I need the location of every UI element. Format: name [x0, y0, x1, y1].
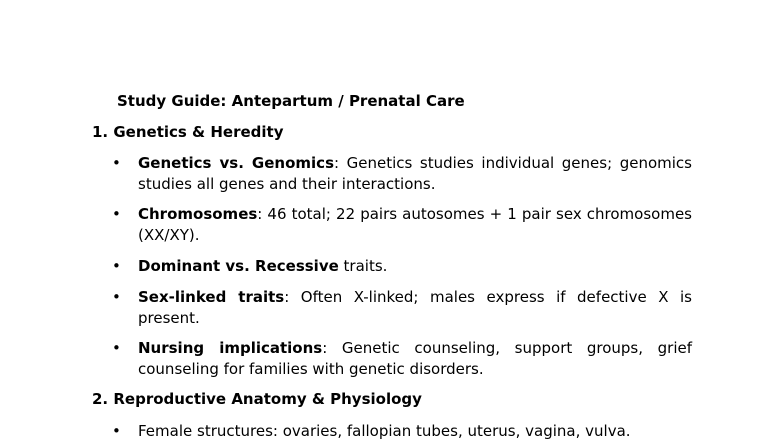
- bullet-icon: •: [112, 422, 121, 440]
- list-item-body: : 46 total; 22 pairs autosomes + 1 pair sex chromosomes (XX/XY).: [138, 205, 692, 244]
- bullet-icon: •: [112, 205, 121, 223]
- list-item-text: [138, 338, 692, 380]
- list-item: [112, 287, 692, 329]
- list-item-text: [138, 287, 692, 329]
- list-item-body: : Often X-linked; males express if defective X is present.: [138, 288, 692, 327]
- list-item-body: : Genetics studies individual genes; genomics studies all genes and their interactions.: [138, 154, 692, 193]
- section-heading-reproductive: 2. Reproductive Anatomy & Physiology: [92, 390, 422, 408]
- list-item-term: Genetics vs. Genomics: [138, 154, 334, 172]
- document-title: Study Guide: Antepartum / Prenatal Care: [117, 92, 465, 110]
- list-item-text: [138, 421, 692, 442]
- bullet-icon: •: [112, 257, 121, 275]
- list-item-text: [138, 153, 692, 195]
- section-heading-genetics: 1. Genetics & Heredity: [92, 123, 284, 141]
- list-item-body: Female structures: ovaries, fallopian tubes, uterus, vagina, vulva.: [138, 422, 631, 440]
- list-item: [112, 421, 692, 442]
- list-item: [112, 256, 692, 277]
- bullet-icon: •: [112, 288, 121, 306]
- list-item-term: Sex-linked traits: [138, 288, 285, 306]
- list-item-body: : Genetic counseling, support groups, grief counseling for families with genetic disorders.: [138, 339, 692, 378]
- list-item-body: traits.: [338, 257, 388, 275]
- list-item-text: [138, 204, 692, 246]
- list-item: [112, 204, 692, 246]
- list-item: [112, 338, 692, 380]
- bullet-icon: •: [112, 154, 121, 172]
- list-item-term: Nursing implications: [138, 339, 323, 357]
- list-item-text: [138, 256, 692, 277]
- list-item-term: Chromosomes: [138, 205, 258, 223]
- list-item: [112, 153, 692, 195]
- list-item-term: Dominant vs. Recessive: [138, 257, 339, 275]
- bullet-icon: •: [112, 339, 121, 357]
